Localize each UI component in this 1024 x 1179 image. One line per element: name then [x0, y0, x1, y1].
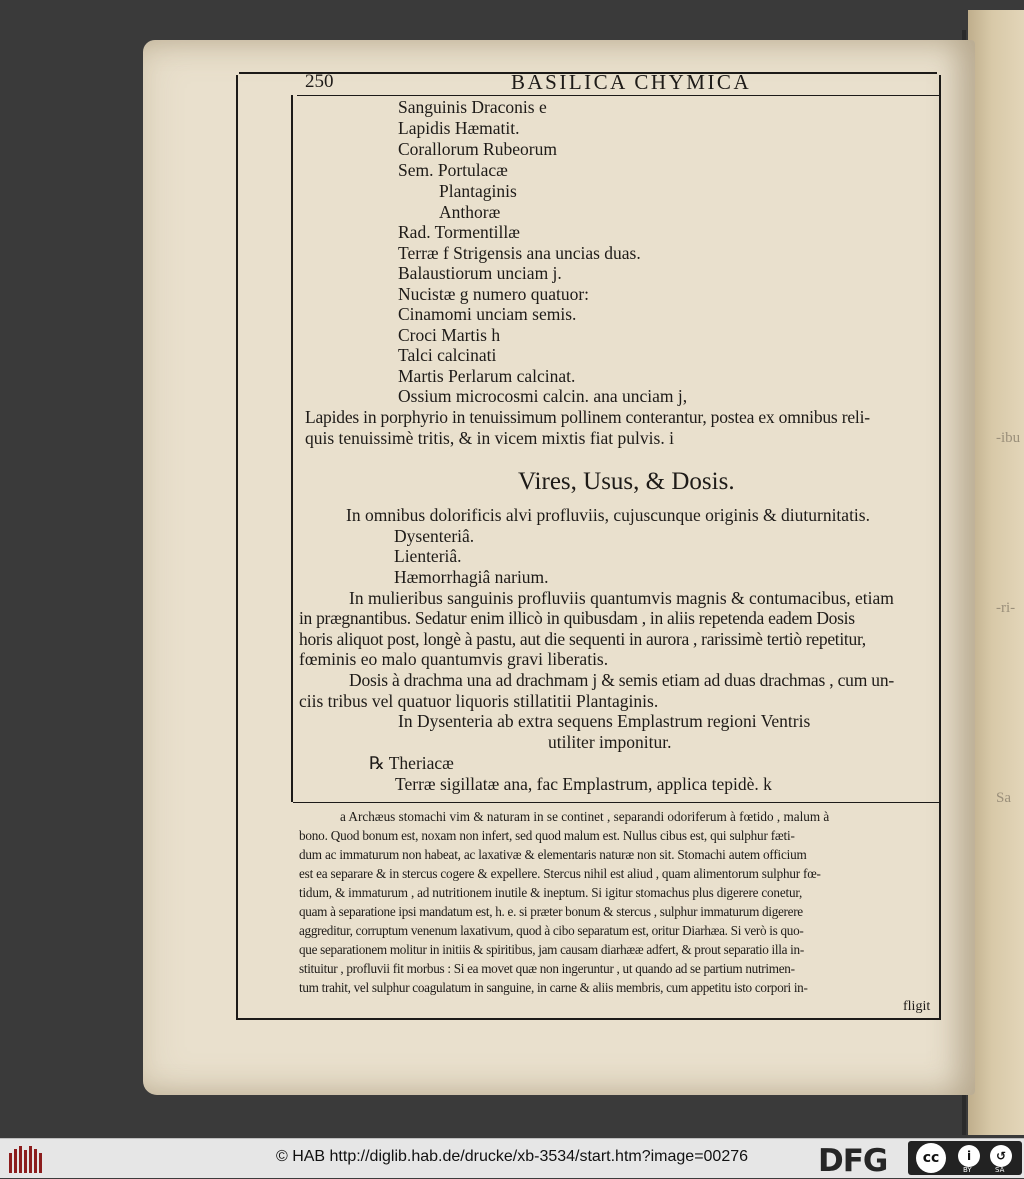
note-line: dum ac immaturum non habeat, ac laxativæ & elementaris naturæ non sit. Stomachi autem officium: [299, 847, 807, 862]
copyright-link[interactable]: © HAB http://diglib.hab.de/drucke/xb-3534/start.htm?image=00276: [275, 1148, 749, 1165]
uses-line: in prægnantibus. Sedatur enim illicò in quibusdam , in aliis repetenda eadem Dosis: [299, 608, 855, 628]
license-sa-label: SA: [995, 1166, 1005, 1174]
uses-line: ℞ Theriacæ: [369, 753, 454, 773]
uses-line: Dosis à drachma una ad drachmam j & semis etiam ad duas drachmas , cum un-: [349, 670, 895, 690]
frame-rule-left-outer: [236, 75, 238, 1020]
note-line: est ea separare & in stercus cogere & expellere. Stercus nihil est aliud , quam alimentorum sulphur fœ-: [299, 866, 821, 881]
recipe-line: Ossium microcosmi calcin. ana unciam j,: [398, 386, 688, 406]
license-by-label: BY: [963, 1166, 972, 1174]
recipe-line: Corallorum Rubeorum: [398, 139, 557, 159]
recipe-line: Nucistæ g numero quatuor:: [398, 284, 590, 304]
note-line: bono. Quod bonum est, noxam non infert, sed quod malum est. Nullus cibus est, qui sulphur fæti-: [299, 828, 795, 843]
page-number: 250: [305, 71, 334, 92]
instruction-line: quis tenuissimè tritis, & in vicem mixtis fiat pulvis. i: [305, 428, 674, 448]
book-page: [143, 40, 975, 1095]
uses-line: utiliter imponitur.: [548, 732, 672, 752]
uses-line: In mulieribus sanguinis profluviis quantumvis magnis & contumacibus, etiam: [349, 588, 894, 608]
viewer-footer: [0, 1138, 1024, 1178]
frame-rule-notes: [293, 802, 939, 803]
note-line: quam à separatione ipsi mandatum est, h. e. si præter bonum & stercus , sulphur immaturum digerere: [299, 904, 803, 919]
recipe-line: Lapidis Hæmatit.: [398, 118, 520, 138]
uses-line: fœminis eo malo quantumvis gravi liberatis.: [299, 649, 609, 669]
uses-line: Terræ sigillatæ ana, fac Emplastrum, applica tepidè. k: [395, 774, 772, 794]
recipe-line: Sanguinis Draconis e: [398, 97, 547, 117]
recipe-line: Balaustiorum unciam j.: [398, 263, 562, 283]
uses-line: In Dysenteria ab extra sequens Emplastrum regioni Ventris: [398, 711, 811, 731]
recipe-line: Cinamomi unciam semis.: [398, 304, 577, 324]
facing-page-fragment: -ibu: [996, 430, 1021, 446]
cc-license-badge[interactable]: [908, 1141, 1022, 1175]
recipe-line: Talci calcinati: [398, 345, 497, 365]
uses-line: Lienteriâ.: [394, 546, 462, 566]
recipe-line: Sem. Portulacæ: [398, 160, 508, 180]
note-line: que separationem molitur in initiis & spiritibus, jam causam diarhææ adfert, & prout separatio illa in-: [299, 942, 804, 957]
recipe-line: Croci Martis h: [398, 325, 501, 345]
running-title: BASILICA CHYMICA: [511, 70, 752, 94]
section-heading: Vires, Usus, & Dosis.: [518, 468, 735, 495]
dfg-logo: DFG: [818, 1143, 888, 1179]
uses-line: horis aliquot post, longè à pastu, aut die sequenti in aurora , rarissimè tertiò repetitur,: [299, 629, 866, 649]
uses-line: ciis tribus vel quatuor liquoris stillatitii Plantaginis.: [299, 691, 659, 711]
note-line: a Archæus stomachi vim & naturam in se continet , separandi odoriferum à fœtido , malum à: [340, 809, 830, 824]
note-line: stituitur , profluvii fit morbus : Si ea movet quæ non ingeruntur , ut quando ad se partium nutrimen-: [299, 961, 795, 976]
facing-page-edge: [968, 10, 1024, 1135]
cc-icon: cc: [916, 1143, 946, 1173]
frame-rule-bottom: [236, 1018, 940, 1020]
note-line: tidum, & immaturum , ad nutritionem inutile & ineptum. Si igitur stomachus plus digerere conetur,: [299, 885, 803, 900]
attribution-icon: i: [958, 1145, 980, 1167]
facing-page-fragment: -ri-: [996, 600, 1016, 616]
catchword: fligit: [903, 999, 931, 1014]
note-line: tum trahit, vel sulphur coagulatum in sanguine, in carne & aliis membris, cum appetitu isto corpori in-: [299, 980, 808, 995]
share-alike-icon: ↺: [990, 1145, 1012, 1167]
frame-rule-header: [297, 95, 939, 96]
frame-rule-left-lower: [291, 457, 293, 802]
recipe-line: Martis Perlarum calcinat.: [398, 366, 576, 386]
uses-line: Dysenteriâ.: [394, 526, 475, 546]
recipe-line: Anthoræ: [439, 202, 501, 222]
recipe-line: Plantaginis: [439, 181, 517, 201]
recipe-line: Rad. Tormentillæ: [398, 222, 520, 242]
recipe-line: Terræ f Strigensis ana uncias duas.: [398, 243, 641, 263]
uses-line: Hæmorrhagiâ narium.: [394, 567, 549, 587]
note-line: aggreditur, corruptum venenum laxativum, quod à cibo separatum est, oritur Diarhæa. Si verò is quo-: [299, 923, 804, 938]
facing-page-fragment: Sa: [996, 790, 1011, 806]
frame-rule-left-inner: [291, 95, 293, 457]
instruction-line: Lapides in porphyrio in tenuissimum pollinem conterantur, postea ex omnibus reli-: [305, 407, 870, 427]
frame-rule-right: [939, 75, 941, 1020]
uses-line: In omnibus dolorificis alvi profluviis, cujuscunque originis & diuturnitatis.: [346, 505, 870, 525]
